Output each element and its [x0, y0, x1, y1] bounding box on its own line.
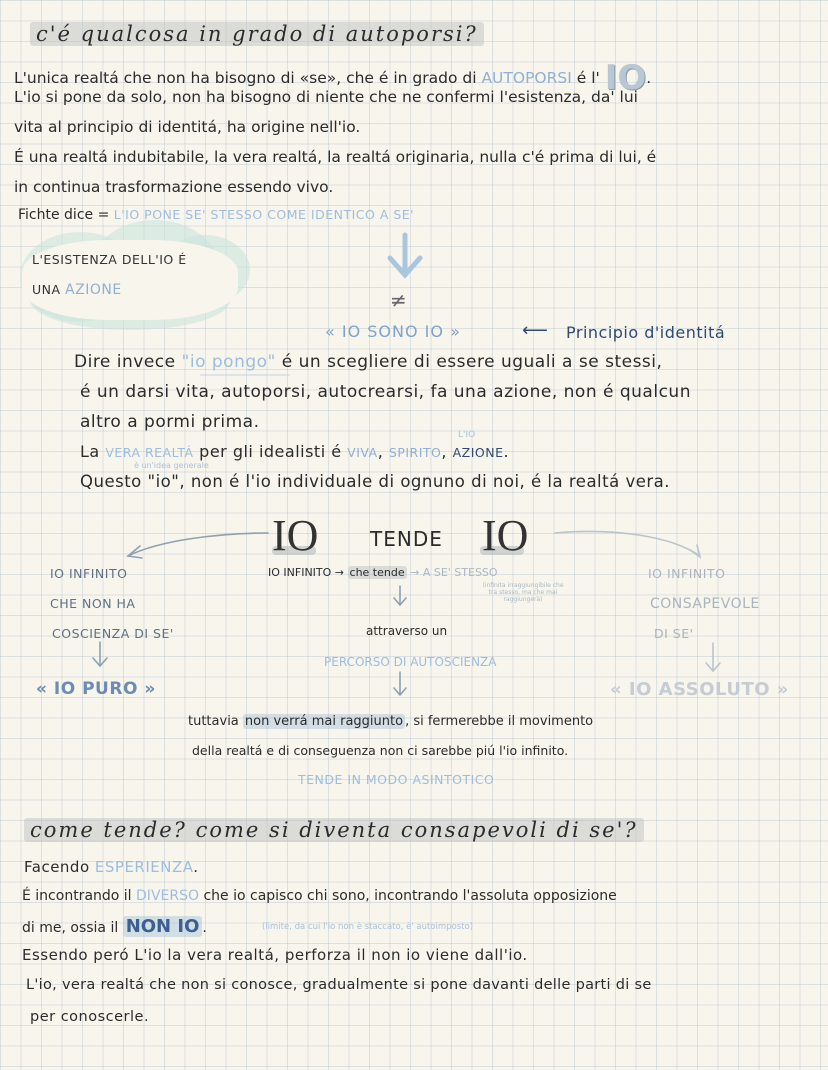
esperienza-term: ESPERIENZA — [94, 858, 194, 876]
diverso-text-2: che io capisco chi sono, incontrando l'assoluta opposizione — [203, 888, 617, 904]
conoscerle-line: per conoscerle. — [30, 1009, 150, 1025]
diverso-text-1: É incontrando il — [22, 888, 132, 904]
vera-period: . — [503, 442, 510, 461]
dire-text-2: é un scegliere di essere uguali a se stessi, — [281, 352, 663, 372]
page-title: c'é qualcosa in grado di autoporsi? — [30, 22, 484, 46]
io-assoluto: « IO ASSOLUTO » — [610, 679, 789, 700]
line-5: in continua trasformazione essendo vivo. — [14, 178, 334, 196]
vera-text-2: per gli idealisti é — [199, 442, 342, 461]
spirito-term: SPIRITO — [388, 445, 442, 460]
fichte-line — [18, 207, 414, 223]
non-io-term: NON IO — [123, 916, 203, 937]
tende-label: TENDE — [370, 527, 443, 551]
tuttavia-text-2: , si fermerebbe il movimento — [405, 714, 594, 729]
not-equal-sign: ≠ — [390, 288, 407, 312]
right-io-infinito: IO INFINITO — [648, 566, 726, 581]
diverso-line — [22, 888, 617, 904]
line-1-text-2: é l' — [576, 69, 600, 87]
arrow-left-icon — [522, 320, 548, 341]
right-consapevole: CONSAPEVOLE — [650, 596, 760, 612]
tuttavia-text: tuttavia — [188, 714, 239, 729]
questo-io-line: Questo "io", non é l'io individuale di ognuno di noi, é la realtá vera. — [80, 472, 671, 491]
io-logo: IO — [604, 58, 647, 98]
cloud-text-1: L'ESISTENZA DELL'IO É — [32, 252, 187, 267]
dire-line-2: é un darsi vita, autoporsi, autocrearsi, fa una azione, non é qualcun — [80, 382, 691, 402]
curve-arrow-right — [555, 531, 700, 556]
facendo-text: Facendo — [24, 858, 90, 876]
io-puro: « IO PURO » — [36, 679, 156, 699]
lio-vera-line: L'io, vera realtá che non si conosce, gradualmente si pone davanti delle parti di se — [26, 977, 652, 993]
esperienza-period: . — [193, 858, 199, 876]
left-io-infinito: IO INFINITO — [50, 566, 128, 581]
curve-arrow-right-head — [690, 545, 700, 557]
line-1-period: . — [646, 69, 652, 87]
essendo-line: Essendo peró L'io la vera realtá, perforza il non io viene dall'io. — [22, 946, 528, 964]
autoporsi-term: AUTOPORSI — [481, 69, 572, 87]
arrow-left-glyph: ⟵ — [522, 320, 548, 341]
note-idea-generale: è un'idea generale — [134, 461, 209, 470]
dire-line-3: altro a pormi prima. — [80, 412, 260, 432]
io-sono-io: « IO SONO IO » — [325, 322, 461, 341]
io-left: IO — [272, 511, 319, 560]
vera-realta-term: VERA REALTÁ — [105, 445, 194, 460]
line-2: L'io si pone da solo, non ha bisogno di niente che ne confermi l'esistenza, da' lui — [14, 88, 638, 106]
right-di-se: DI SE' — [654, 626, 694, 641]
cloud-text-azione: AZIONE — [65, 282, 122, 298]
mid-che-tende: che tende — [349, 566, 405, 579]
curve-arrow-left — [128, 533, 268, 556]
tuttavia-line — [188, 714, 593, 729]
vera-text-1: La — [80, 442, 100, 461]
mid-note: (infinita irraggiungibile che tra stesso, ma che mai raggiungerà) — [482, 582, 564, 603]
mid-attraverso: attraverso un — [366, 624, 448, 638]
mid-io-infinito: IO INFINITO — [268, 566, 332, 579]
section-title-2: come tende? come si diventa consapevoli di se'? — [24, 818, 644, 842]
diverso-term: DIVERSO — [136, 888, 199, 904]
azione-term: AZIONE — [452, 445, 504, 460]
non-io-note: (limite, da cui l'io non è staccato, è' autoimposto) — [262, 922, 474, 932]
realta-line: della realtá e di conseguenza non ci sarebbe piú l'io infinito. — [192, 743, 569, 758]
esperienza-line — [24, 858, 199, 876]
line-4: É una realtá indubitabile, la vera realtá, la realtá originaria, nulla c'é prima di lui, é — [14, 148, 657, 166]
io-right: IO — [482, 511, 529, 560]
fichte-label: Fichte dice = — [18, 207, 110, 223]
line-3: vita al principio di identitá, ha origine nell'io. — [14, 118, 361, 136]
cloud-text-2 — [32, 282, 122, 298]
principio-identita: Principio d'identitá — [566, 323, 726, 342]
asintotico: TENDE IN MODO ASINTOTICO — [298, 772, 495, 787]
left-che-non-ha: CHE NON HA — [50, 596, 136, 611]
dire-text-1: Dire invece — [74, 352, 176, 372]
cloud-text-una: UNA — [32, 282, 61, 297]
non-io-period: . — [202, 920, 207, 936]
mai-raggiunto: non verrá mai raggiunto — [244, 714, 404, 729]
mid-arrow: → — [334, 566, 345, 579]
non-io-line — [22, 916, 207, 937]
note-lio: L'IO — [458, 430, 476, 440]
middle-line-1 — [268, 566, 498, 579]
mid-a-se-stesso: → A SE' STESSO — [410, 566, 498, 579]
viva-term: VIVA — [347, 445, 378, 460]
fichte-quote: L'IO PONE SE' STESSO COME IDENTICO A SE' — [113, 207, 415, 222]
line-1-text: L'unica realtá che non ha bisogno di «se», che é in grado di — [14, 69, 477, 87]
non-io-text: di me, ossia il — [22, 920, 119, 936]
dire-line-1 — [74, 352, 662, 372]
io-pongo: "io pongo" — [181, 352, 276, 372]
left-coscienza: COSCIENZA DI SE' — [52, 626, 174, 641]
vera-realta-line: La VERA REALTÁ per gli idealisti é VIVA, SPIRITO, AZIONE. — [80, 442, 510, 461]
mid-percorso: PERCORSO DI AUTOSCIENZA — [324, 655, 497, 669]
